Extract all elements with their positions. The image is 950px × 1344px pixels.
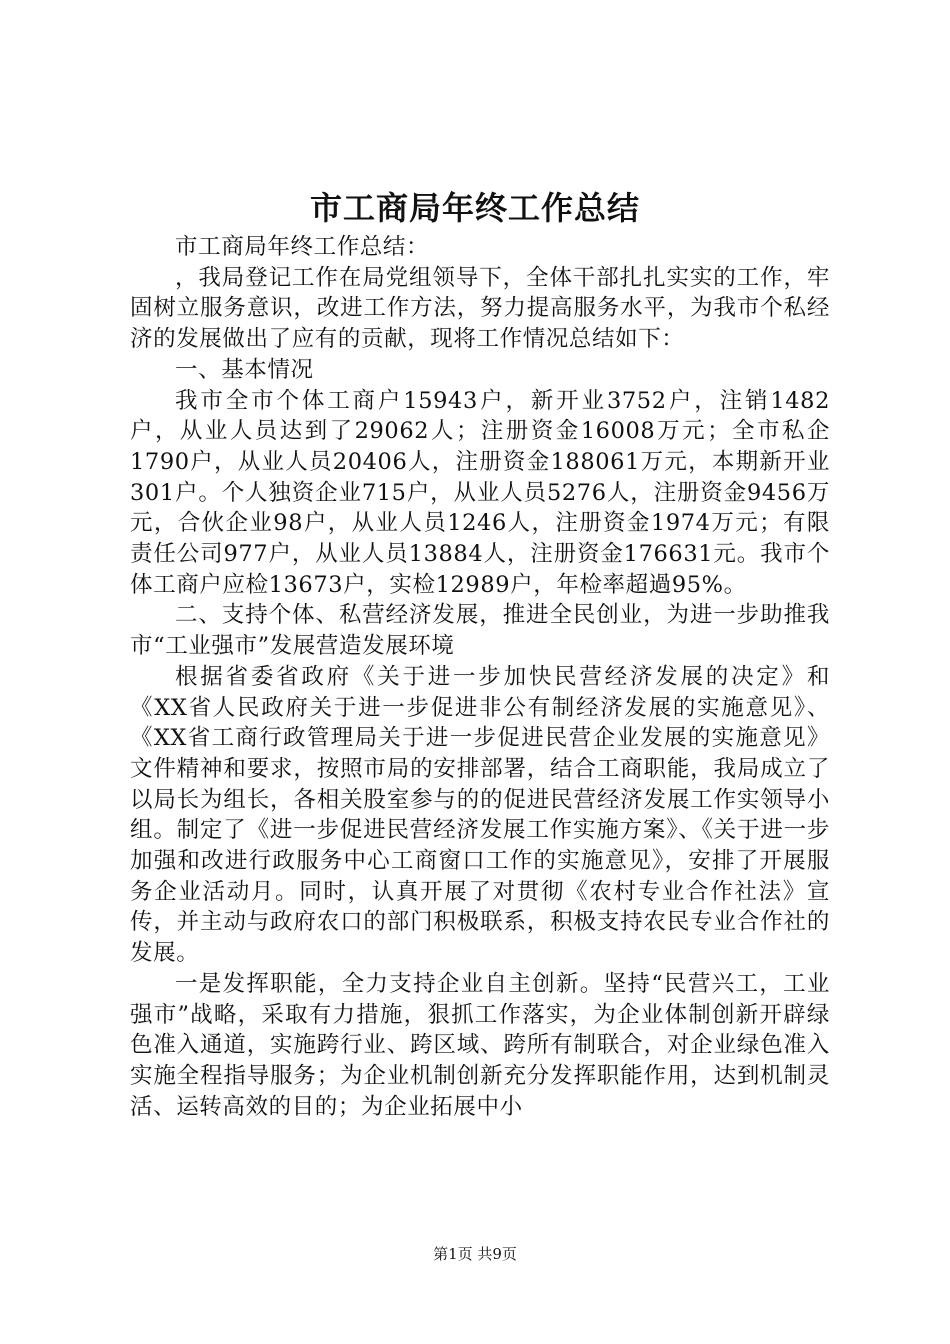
page-number-footer: 第1页 共9页: [433, 1245, 517, 1263]
document-body: [130, 232, 830, 1122]
paragraph-innovation: 一是发挥职能，全力支持企业自主创新。坚持“民营兴工，工业强市”战略，采取有力措施，狠抓工作落实，为企业体制创新开辟绿色准入通道，实施跨行业、跨区域、跨所有制联合，对企业绿色准入实施全程指导服务；为企业机制创新充分发挥职能作用，达到机制灵活、运转高效的目的；为企业拓展中小: [130, 970, 830, 1120]
section-heading-support: 二、支持个体、私营经济发展，推进全民创业，为进一步助推我市“工业强市”发展营造发展环境: [130, 602, 830, 660]
section-heading-basic: 一、基本情况: [175, 356, 314, 383]
paragraph-policy: 根据省委省政府《关于进一步加快民营经济发展的决定》和《XX省人民政府关于进一步促进非公有制经济发展的实施意见》、《XX省工商行政管理局关于进一步促进民营企业发展的实施意见》文件精神和要求，按照市局的安排部署，结合工商职能，我局成立了以局长为组长，各相关股室参与的的促进民营经济发展工作实领导小组。制定了《进一步促进民营经济发展工作实施方案》、《关于进一步加强和改进行政服务中心工商窗口工作的实施意见》，安排了开展服务企业活动月。同时，认真开展了对贯彻《农村专业合作社法》宣传，并主动与政府农口的部门积极联系，积极支持农民专业合作社的发展。: [130, 663, 830, 967]
paragraph-statistics: 我市全市个体工商户15943户，新开业3752户，注销1482户，从业人员达到了29062人；注册资金16008万元；全市私企1790户，从业人员20406人，注册资金188061万元，本期新开业301户。个人独资企业715户，从业人员5276人，注册资金9456万元，合伙企业98户，从业人员1246人，注册资金1974万元；有限责任公司977户，从业人员13884人，注册资金176631元。我市个体工商户应检13673户，实检12989户，年检率超過95%。: [130, 387, 830, 598]
paragraph-summary: ，我局登记工作在局党组领导下，全体干部扎扎实实的工作，牢固树立服务意识，改进工作方法，努力提高服务水平，为我市个私经济的发展做出了应有的贡献，现将工作情况总结如下：: [130, 264, 830, 353]
paragraph-intro: 市工商局年终工作总结：: [175, 234, 430, 260]
document-title: 市工商局年终工作总结: [309, 189, 640, 227]
